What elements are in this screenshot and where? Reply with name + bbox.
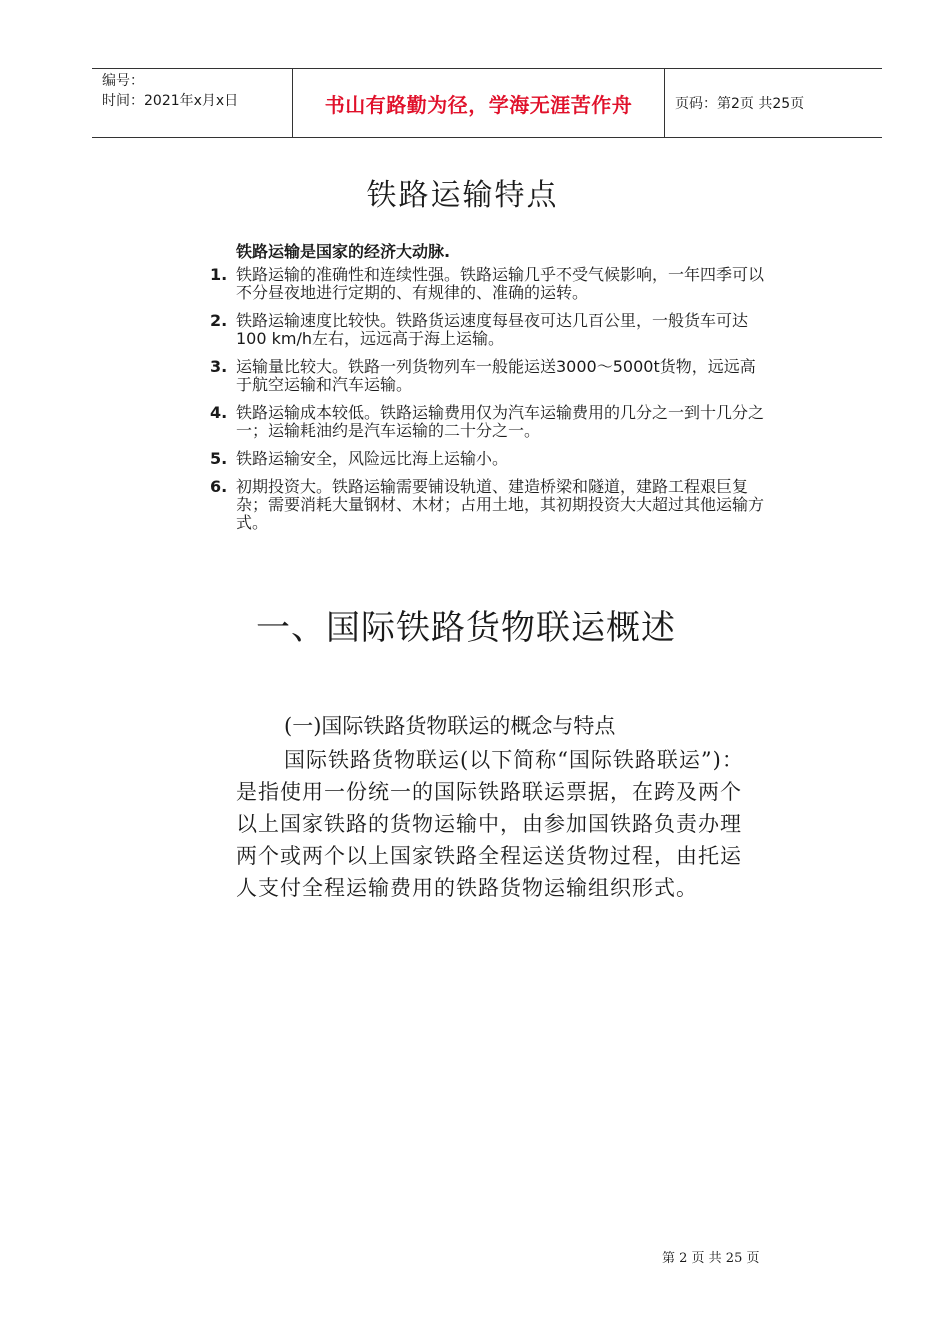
item-text: 铁路运输成本较低。铁路运输费用仅为汽车运输费用的几分之一到十几分之一；运输耗油约是汽车运输的二十分之一。 bbox=[236, 403, 765, 440]
page-header bbox=[92, 68, 882, 138]
footer-page-number: 第 2 页 共 25 页 bbox=[662, 1251, 760, 1266]
code-label: 编号： bbox=[102, 73, 144, 89]
list-item bbox=[210, 358, 770, 394]
list-item bbox=[210, 478, 770, 532]
time-label: 时间：2021年x月x日 bbox=[102, 93, 239, 109]
intro-sentence: 铁路运输是国家的经济大动脉. bbox=[236, 242, 451, 261]
subsection-heading: (一)国际铁路货物联运的概念与特点 bbox=[284, 714, 616, 738]
item-text: 铁路运输速度比较快。铁路货运速度每昼夜可达几百公里，一般货车可达100 km/h左右，远远高于海上运输。 bbox=[236, 311, 749, 348]
page-info: 页码：第2页 共25页 bbox=[675, 96, 805, 112]
item-text: 铁路运输的准确性和连续性强。铁路运输几乎不受气候影响，一年四季可以不分昼夜地进行定期的、有规律的、准确的运转。 bbox=[236, 265, 765, 302]
section-heading: 一、国际铁路货物联运概述 bbox=[256, 608, 676, 648]
list-item bbox=[210, 450, 770, 468]
feature-list bbox=[210, 266, 770, 542]
item-number: 5. bbox=[210, 449, 228, 468]
item-number: 2. bbox=[210, 311, 228, 330]
list-item bbox=[210, 312, 770, 348]
document-title: 铁路运输特点 bbox=[366, 178, 559, 213]
header-motto-cell bbox=[293, 69, 665, 137]
body-paragraph: 国际铁路货物联运(以下简称“国际铁路联运”)：是指使用一份统一的国际铁路联运票据，在跨及两个以上国家铁路的货物运输中，由参加国铁路负责办理两个或两个以上国家铁路全程运送货物过程，由托运人支付全程运输费用的铁路货物运输组织形式。 bbox=[236, 748, 744, 900]
header-meta-cell bbox=[92, 69, 293, 137]
item-text: 铁路运输安全，风险远比海上运输小。 bbox=[236, 449, 509, 468]
item-text: 运输量比较大。铁路一列货物列车一般能运送3000～5000t货物，远远高于航空运输和汽车运输。 bbox=[236, 357, 756, 394]
header-page-cell bbox=[665, 69, 882, 137]
item-number: 6. bbox=[210, 477, 228, 496]
item-text: 初期投资大。铁路运输需要铺设轨道、建造桥梁和隧道，建路工程艰巨复杂；需要消耗大量钢材、木材；占用土地，其初期投资大大超过其他运输方式。 bbox=[236, 477, 765, 532]
list-item bbox=[210, 404, 770, 440]
motto-text: 书山有路勤为径，学海无涯苦作舟 bbox=[324, 92, 633, 117]
item-number: 3. bbox=[210, 357, 228, 376]
list-item bbox=[210, 266, 770, 302]
item-number: 4. bbox=[210, 403, 228, 422]
item-number: 1. bbox=[210, 265, 228, 284]
